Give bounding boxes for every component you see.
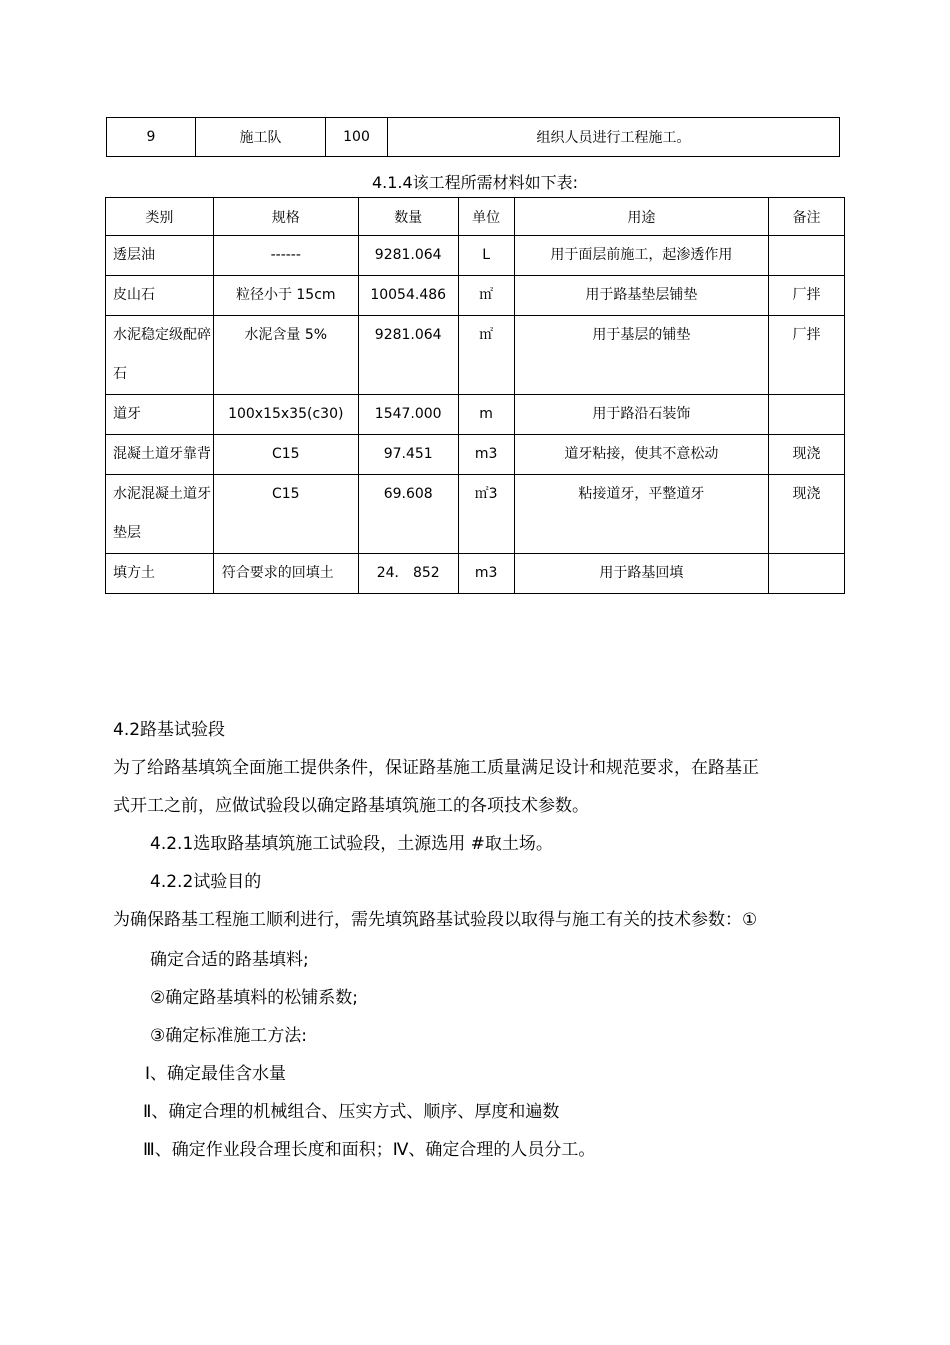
unit-cell: L [458,236,514,276]
usage-cell: 用于路沿石装饰 [514,395,769,435]
table-row [107,118,840,157]
table-row [106,554,845,594]
spec-cell: 水泥含量 5% [213,316,358,395]
category-cell: 水泥稳定级配碎石 [106,316,214,395]
usage-cell: 用于路基垫层铺垫 [514,276,769,316]
paragraph-line: 为了给路基填筑全面施工提供条件，保证路基施工质量满足设计和规范要求，在路基正 [113,758,759,778]
note-cell: 现浇 [769,475,845,554]
column-header: 类别 [106,198,214,236]
usage-cell: 用于路基回填 [514,554,769,594]
qty-cell: 97.451 [358,435,458,475]
table-row [106,236,845,276]
spec-cell: C15 [213,435,358,475]
qty-cell: 9281.064 [358,316,458,395]
spec-cell: 100x15x35(c30) [213,395,358,435]
note-cell [769,554,845,594]
table-row [106,475,845,554]
personnel-table [106,117,840,157]
spec-cell: 粒径小于 15cm [213,276,358,316]
category-cell: 填方土 [106,554,214,594]
category-cell: 混凝土道牙靠背 [106,435,214,475]
column-header: 单位 [458,198,514,236]
materials-table [105,197,845,594]
table-row [106,395,845,435]
table-cell: 施工队 [196,118,326,157]
qty-cell: 9281.064 [358,236,458,276]
note-cell: 现浇 [769,435,845,475]
table-row [106,316,845,395]
note-cell: 厂拌 [769,316,845,395]
note-cell: 厂拌 [769,276,845,316]
list-item: Ⅲ、确定作业段合理长度和面积；Ⅳ、确定合理的人员分工。 [143,1140,596,1160]
category-cell: 道牙 [106,395,214,435]
list-item: ③确定标准施工方法: [150,1026,307,1046]
subsection-heading: 4.2.2试验目的 [150,872,262,892]
list-item: 确定合适的路基填料; [150,950,309,970]
spec-cell: C15 [213,475,358,554]
unit-cell: m3 [458,554,514,594]
spec-cell: ------ [213,236,358,276]
subsection-text: 4.2.1选取路基填筑施工试验段，土源选用 #取土场。 [150,834,553,854]
unit-cell: ㎡3 [458,475,514,554]
category-cell: 透层油 [106,236,214,276]
category-cell: 水泥混凝土道牙垫层 [106,475,214,554]
table-cell: 9 [107,118,196,157]
spec-cell: 符合要求的回填土 [213,554,358,594]
note-cell [769,395,845,435]
list-item: Ⅰ、确定最佳含水量 [145,1064,287,1084]
column-header: 用途 [514,198,769,236]
column-header: 规格 [213,198,358,236]
table-header-row [106,198,845,236]
unit-cell: ㎡ [458,276,514,316]
usage-cell: 用于面层前施工，起渗透作用 [514,236,769,276]
column-header: 备注 [769,198,845,236]
column-header: 数量 [358,198,458,236]
qty-cell: 10054.486 [358,276,458,316]
table-row [106,276,845,316]
paragraph-line: 式开工之前，应做试验段以确定路基填筑施工的各项技术参数。 [113,796,589,816]
unit-cell: m3 [458,435,514,475]
list-item: ②确定路基填料的松铺系数; [150,988,358,1008]
qty-cell: 24． 852 [358,554,458,594]
table-cell: 组织人员进行工程施工。 [388,118,840,157]
unit-cell: ㎡ [458,316,514,395]
category-cell: 皮山石 [106,276,214,316]
usage-cell: 用于基层的铺垫 [514,316,769,395]
list-item: Ⅱ、确定合理的机械组合、压实方式、顺序、厚度和遍数 [143,1102,560,1122]
usage-cell: 粘接道牙，平整道牙 [514,475,769,554]
table-caption: 4.1.4该工程所需材料如下表: [371,173,579,192]
section-heading: 4.2路基试验段 [113,720,226,740]
usage-cell: 道牙粘接，使其不意松动 [514,435,769,475]
unit-cell: m [458,395,514,435]
qty-cell: 1547.000 [358,395,458,435]
paragraph-line: 为确保路基工程施工顺利进行，需先填筑路基试验段以取得与施工有关的技术参数：① [113,910,758,930]
table-cell: 100 [326,118,388,157]
note-cell [769,236,845,276]
qty-cell: 69.608 [358,475,458,554]
table-row [106,435,845,475]
